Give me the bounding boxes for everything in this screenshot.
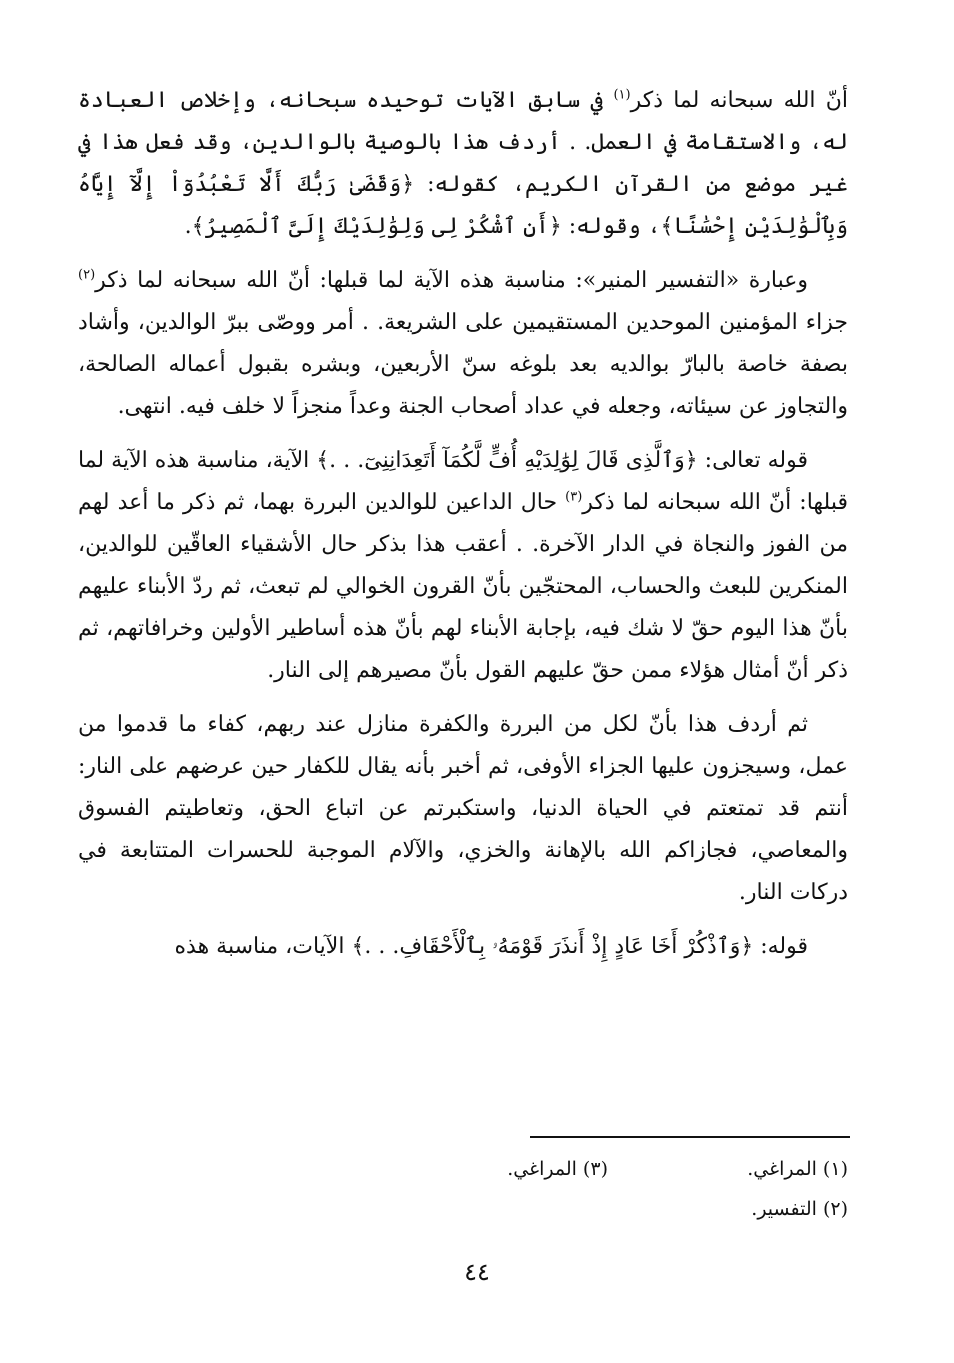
- footnote-separator: [530, 1136, 850, 1138]
- paragraph: [78, 926, 848, 968]
- paragraph: [78, 260, 848, 428]
- paragraph: [78, 704, 848, 914]
- footnotes: [78, 1150, 848, 1230]
- page-number: ٤٤: [464, 1258, 490, 1286]
- paragraph-text: قوله: ﴿وَٱذْكُرْ أَخَا عَادٍ إِذْ أَنذَرَ قَوْمَهُۥ بِٱلْأَحْقَافِ. . .﴾ الآيات، مناسبة هذه: [174, 934, 808, 959]
- paragraph: [78, 80, 848, 248]
- paragraph-text: قوله تعالى: ﴿وَٱلَّذِى قَالَ لِوَٰلِدَيْهِ أُفٍّ لَّكُمَآ أَتَعِدَانِنِىٓ. . .﴾ الآية، مناسبة هذه الآية لما قبلها: أنّ الله سبحانه لما ذكر: [78, 448, 848, 515]
- footnote-marker: (٢): [78, 267, 96, 283]
- main-text-body: [78, 80, 848, 980]
- paragraph-text: ثم أردف هذا بأنّ لكل من البررة والكفرة منازل عند ربهم، كفاء ما قدموا من عمل، وسيجزون عليها الجزاء الأوفى، ثم أخبر بأنه يقال للكفار حين عرضهم على النار: أنتم قد تمتعتم في الحياة الدنيا، واستكبرتم عن اتباع الحق، وتعاطيتم الفسوق والمعاصي، فجازاكم الله بالإهانة والخزي، والآلام الموجبة للحسرات المتتابعة في دركات النار.: [78, 712, 848, 905]
- paragraph-text: وعبارة «التفسير المنير»: مناسبة هذه الآية لما قبلها: أنّ الله سبحانه لما ذكر: [95, 268, 808, 293]
- footnote-3: (٣) المراغي.: [507, 1158, 608, 1180]
- paragraph: [78, 440, 848, 692]
- footnote-1: (١) المراغي.: [747, 1158, 848, 1180]
- paragraph-text: أنّ الله سبحانه لما ذكر: [630, 88, 848, 113]
- footnote-2: (٢) التفسير.: [751, 1198, 848, 1220]
- footnote-marker: (١): [613, 87, 631, 103]
- paragraph-text: في سابق الآيات توحيده سبحانه، وإخلاص العبادة له، والاستقامة في العمل. . أردف هذا بالوصية بالوالدين، وقد فعل هذا في غير موضع من القرآن الكريم، كقوله: ﴿وَقَضَىٰ رَبُّكَ أَلَّا تَعْبُدُوٓاْ إِلَّآ إِيَّاهُ وَبِٱلْوَٰلِدَيْنِ إِحْسَٰنًا﴾، وقوله: ﴿أَنِ ٱشْكُرْ لِى وَلِوَٰلِدَيْكَ إِلَىَّ ٱلْمَصِيرُ﴾.: [78, 88, 848, 239]
- footnote-marker: (٣): [565, 489, 583, 505]
- paragraph-text: حال الداعين للوالدين البررة بهما، ثم ذكر ما أعد لهم من الفوز والنجاة في الدار الآخرة. . أعقب هذا بذكر حال الأشقياء العاقّين للوالدين، المنكرين للبعث والحساب، المحتجّين بأنّ القرون الخوالي لم تبعث، ثم ردّ الأبناء عليهم بأنّ هذا اليوم حقّ لا شك فيه، بإجابة الأبناء لهم بأنّ هذه أساطير الأولين وخرافاتهم، ثم ذكر أنّ أمثال هؤلاء ممن حقّ عليهم القول بأنّ مصيرهم إلى النار.: [78, 490, 848, 683]
- paragraph-text: جزاء المؤمنين الموحدين المستقيمين على الشريعة. . أمر ووصّى ببرّ الوالدين، وأشاد بصفة خاصة بالبارّ بوالديه بعد بلوغه سنّ الأربعين، وبشره بقبول أعماله الصالحة، والتجاوز عن سيئاته، وجعله في عداد أصحاب الجنة وعداً منجزاً لا خلف فيه. انتهى.: [78, 310, 848, 419]
